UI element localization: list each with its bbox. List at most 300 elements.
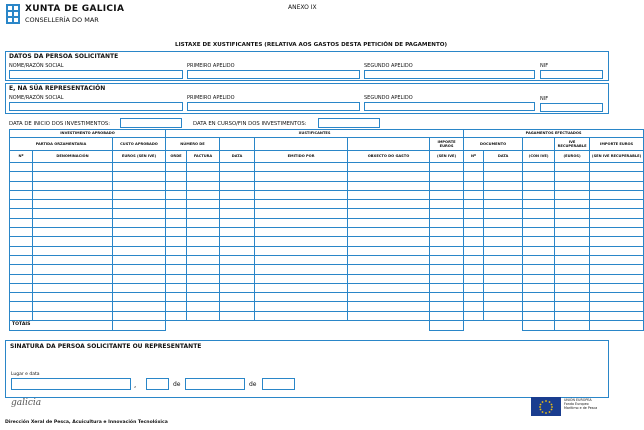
table-cell[interactable] (348, 218, 430, 227)
table-cell[interactable] (523, 228, 555, 237)
table-cell[interactable] (187, 228, 220, 237)
table-cell[interactable] (187, 218, 220, 227)
representative-surname2-field[interactable] (364, 102, 535, 111)
table-cell[interactable] (33, 228, 113, 237)
table-cell[interactable] (33, 209, 113, 218)
table-cell[interactable] (348, 311, 430, 320)
table-cell[interactable] (10, 283, 33, 292)
table-cell[interactable] (555, 228, 590, 237)
table-cell[interactable] (464, 265, 484, 274)
table-cell[interactable] (33, 218, 113, 227)
totals-label: TOTAIS (10, 321, 113, 331)
representative-surname1-label: PRIMEIRO APELIDO (187, 95, 235, 101)
table-cell[interactable] (523, 311, 555, 320)
table-cell[interactable] (220, 209, 255, 218)
table-cell[interactable] (255, 163, 348, 172)
table-cell[interactable] (430, 283, 464, 292)
table-cell[interactable] (430, 200, 464, 209)
table-cell[interactable] (523, 274, 555, 283)
table-cell[interactable] (113, 283, 166, 292)
col-euros: (EUROS) (555, 151, 590, 163)
table-cell[interactable] (590, 255, 644, 264)
table-cell[interactable] (166, 274, 187, 283)
table-cell[interactable] (484, 302, 523, 311)
applicant-surname1-label: PRIMEIRO APELIDO (187, 63, 235, 69)
table-cell[interactable] (464, 311, 484, 320)
de-label-2: de (249, 381, 257, 388)
header-payments: PAGAMENTOS EFECTUADOS (464, 130, 644, 138)
table-cell[interactable] (166, 246, 187, 255)
table-cell[interactable] (348, 200, 430, 209)
table-cell[interactable] (464, 228, 484, 237)
table-cell[interactable] (113, 237, 166, 246)
table-cell[interactable] (484, 237, 523, 246)
table-cell[interactable] (220, 265, 255, 274)
table-cell[interactable] (348, 190, 430, 199)
table-cell[interactable] (220, 255, 255, 264)
table-cell[interactable] (10, 181, 33, 190)
table-cell[interactable] (484, 200, 523, 209)
table-cell[interactable] (113, 163, 166, 172)
table-cell[interactable] (220, 200, 255, 209)
table-cell[interactable] (555, 274, 590, 283)
table-cell[interactable] (33, 311, 113, 320)
table-cell[interactable] (484, 209, 523, 218)
header-iva-recuperable: IVE RECUPERABLE (555, 138, 590, 151)
table-cell[interactable] (590, 228, 644, 237)
total-pay-con-ive-cell[interactable] (523, 321, 555, 331)
table-cell[interactable] (590, 311, 644, 320)
table-cell[interactable] (590, 200, 644, 209)
table-cell[interactable] (10, 265, 33, 274)
end-date-field[interactable] (318, 118, 380, 128)
table-cell[interactable] (523, 218, 555, 227)
table-cell[interactable] (430, 293, 464, 302)
table-cell[interactable] (555, 190, 590, 199)
applicant-surname2-field[interactable] (364, 70, 535, 79)
table-cell[interactable] (166, 172, 187, 181)
table-cell[interactable] (220, 293, 255, 302)
representative-heading: E, NA SÚA REPRESENTACIÓN (9, 85, 106, 92)
table-cell[interactable] (113, 302, 166, 311)
table-row (10, 209, 644, 218)
table-cell[interactable] (166, 265, 187, 274)
applicant-name-field[interactable] (9, 70, 183, 79)
table-cell[interactable] (430, 246, 464, 255)
table-cell[interactable] (10, 274, 33, 283)
table-cell[interactable] (33, 302, 113, 311)
table-cell[interactable] (33, 172, 113, 181)
total-custo-cell[interactable] (113, 321, 166, 331)
table-cell[interactable] (255, 265, 348, 274)
table-cell[interactable] (187, 209, 220, 218)
table-cell[interactable] (166, 228, 187, 237)
table-cell[interactable] (348, 237, 430, 246)
table-cell[interactable] (430, 237, 464, 246)
year-field[interactable] (262, 378, 295, 390)
table-cell[interactable] (348, 293, 430, 302)
table-cell[interactable] (10, 228, 33, 237)
header-importe-euros: IMPORTE EUROS (430, 138, 464, 151)
table-cell[interactable] (220, 172, 255, 181)
applicant-name-label: NOME/RAZÓN SOCIAL (9, 63, 64, 69)
col-factura: FACTURA (187, 151, 220, 163)
table-cell[interactable] (220, 246, 255, 255)
table-cell[interactable] (430, 190, 464, 199)
table-cell[interactable] (430, 311, 464, 320)
table-cell[interactable] (590, 237, 644, 246)
table-cell[interactable] (523, 181, 555, 190)
table-cell[interactable] (10, 172, 33, 181)
table-cell[interactable] (113, 274, 166, 283)
end-date-label: DATA EN CURSO/FIN DOS INVESTIMENTOS: (193, 121, 307, 127)
table-cell[interactable] (464, 255, 484, 264)
table-cell[interactable] (523, 237, 555, 246)
table-cell[interactable] (484, 218, 523, 227)
table-cell[interactable] (348, 274, 430, 283)
table-cell[interactable] (33, 246, 113, 255)
table-cell[interactable] (166, 293, 187, 302)
table-cell[interactable] (220, 274, 255, 283)
table-cell[interactable] (484, 181, 523, 190)
table-cell[interactable] (348, 302, 430, 311)
col-sen-ive-recuperable: (SEN IVE RECUPERABLE) (590, 151, 644, 163)
col-n: Nº (10, 151, 33, 163)
table-cell[interactable] (33, 283, 113, 292)
table-cell[interactable] (255, 172, 348, 181)
col-orde: ORDE (166, 151, 187, 163)
table-cell[interactable] (255, 190, 348, 199)
table-cell[interactable] (166, 302, 187, 311)
table-cell[interactable] (220, 311, 255, 320)
table-cell[interactable] (113, 246, 166, 255)
table-cell[interactable] (555, 163, 590, 172)
table-row (10, 181, 644, 190)
table-cell[interactable] (255, 209, 348, 218)
table-cell[interactable] (590, 172, 644, 181)
table-cell[interactable] (255, 293, 348, 302)
table-cell[interactable] (523, 283, 555, 292)
table-cell[interactable] (220, 163, 255, 172)
table-cell[interactable] (523, 255, 555, 264)
table-cell[interactable] (33, 200, 113, 209)
table-cell[interactable] (255, 200, 348, 209)
table-cell[interactable] (348, 172, 430, 181)
table-cell[interactable] (255, 237, 348, 246)
table-cell[interactable] (430, 255, 464, 264)
table-cell[interactable] (255, 255, 348, 264)
table-cell[interactable] (484, 255, 523, 264)
table-cell[interactable] (430, 302, 464, 311)
total-importe-cell[interactable] (430, 321, 464, 331)
col-euros-sen-ive: EUROS (SEN IVE) (113, 151, 166, 163)
table-cell[interactable] (484, 190, 523, 199)
table-cell[interactable] (523, 302, 555, 311)
place-field[interactable] (11, 378, 131, 390)
applicant-surname2-label: SEGUNDO APELIDO (364, 63, 413, 69)
table-cell[interactable] (33, 265, 113, 274)
header-numero-de: NÚMERO DE (166, 138, 220, 151)
table-cell[interactable] (255, 274, 348, 283)
table-cell[interactable] (464, 302, 484, 311)
table-cell[interactable] (10, 163, 33, 172)
table-cell[interactable] (187, 172, 220, 181)
table-cell[interactable] (166, 255, 187, 264)
table-cell[interactable] (187, 265, 220, 274)
table-cell[interactable] (166, 283, 187, 292)
col-pay-data: DATA (484, 151, 523, 163)
table-cell[interactable] (484, 228, 523, 237)
table-cell[interactable] (484, 172, 523, 181)
table-cell[interactable] (464, 218, 484, 227)
table-cell[interactable] (348, 228, 430, 237)
representative-surname2-label: SEGUNDO APELIDO (364, 95, 413, 101)
table-cell[interactable] (220, 237, 255, 246)
table-cell[interactable] (464, 283, 484, 292)
table-cell[interactable] (187, 237, 220, 246)
table-cell[interactable] (555, 237, 590, 246)
table-cell[interactable] (430, 218, 464, 227)
table-cell[interactable] (484, 274, 523, 283)
table-cell[interactable] (113, 181, 166, 190)
table-cell[interactable] (187, 274, 220, 283)
table-cell[interactable] (33, 255, 113, 264)
table-cell[interactable] (590, 190, 644, 199)
table-cell[interactable] (166, 181, 187, 190)
table-cell[interactable] (555, 302, 590, 311)
table-cell[interactable] (523, 200, 555, 209)
table-cell[interactable] (113, 311, 166, 320)
table-cell[interactable] (10, 293, 33, 302)
table-cell[interactable] (484, 311, 523, 320)
table-cell[interactable] (430, 209, 464, 218)
table-cell[interactable] (348, 246, 430, 255)
table-cell[interactable] (255, 246, 348, 255)
table-cell[interactable] (10, 246, 33, 255)
table-cell[interactable] (484, 265, 523, 274)
table-cell[interactable] (10, 218, 33, 227)
table-cell[interactable] (555, 255, 590, 264)
table-cell[interactable] (220, 302, 255, 311)
table-cell[interactable] (348, 255, 430, 264)
table-cell[interactable] (187, 163, 220, 172)
table-cell[interactable] (464, 172, 484, 181)
table-cell[interactable] (430, 274, 464, 283)
table-cell[interactable] (484, 246, 523, 255)
day-field[interactable] (146, 378, 169, 390)
table-cell[interactable] (464, 237, 484, 246)
table-cell[interactable] (590, 274, 644, 283)
table-cell[interactable] (590, 246, 644, 255)
table-cell[interactable] (555, 293, 590, 302)
table-cell[interactable] (464, 190, 484, 199)
table-cell[interactable] (10, 237, 33, 246)
table-row (10, 218, 644, 227)
table-cell[interactable] (10, 200, 33, 209)
table-cell[interactable] (33, 293, 113, 302)
galicia-logo: galicia (11, 398, 42, 408)
table-row (10, 246, 644, 255)
applicant-nif-field[interactable] (540, 70, 603, 79)
table-cell[interactable] (590, 218, 644, 227)
table-cell[interactable] (555, 265, 590, 274)
table-cell[interactable] (430, 228, 464, 237)
representative-surname1-field[interactable] (187, 102, 360, 111)
table-cell[interactable] (348, 209, 430, 218)
table-cell[interactable] (590, 209, 644, 218)
table-cell[interactable] (523, 190, 555, 199)
table-cell[interactable] (523, 265, 555, 274)
table-cell[interactable] (220, 190, 255, 199)
table-cell[interactable] (555, 172, 590, 181)
table-cell[interactable] (523, 163, 555, 172)
table-cell[interactable] (590, 181, 644, 190)
table-cell[interactable] (348, 283, 430, 292)
table-cell[interactable] (255, 181, 348, 190)
org-subtitle: CONSELLERÍA DO MAR (25, 16, 99, 24)
table-cell[interactable] (33, 274, 113, 283)
table-cell[interactable] (464, 274, 484, 283)
table-cell[interactable] (555, 200, 590, 209)
col-obxecto: OBXECTO DO GASTO (348, 151, 430, 163)
table-cell[interactable] (113, 293, 166, 302)
table-cell[interactable] (590, 283, 644, 292)
table-cell[interactable] (113, 190, 166, 199)
representative-nif-field[interactable] (540, 103, 603, 112)
table-cell[interactable] (113, 209, 166, 218)
table-cell[interactable] (484, 283, 523, 292)
start-date-label: DATA DE INICIO DOS INVESTIMENTOS: (9, 121, 111, 127)
table-cell[interactable] (255, 283, 348, 292)
directorate-footer: Dirección Xeral de Pesca, Acuicultura e Innovación Tecnolóxica (5, 420, 168, 425)
table-row (10, 172, 644, 181)
table-cell[interactable] (187, 200, 220, 209)
table-cell[interactable] (255, 302, 348, 311)
table-cell[interactable] (166, 163, 187, 172)
table-cell[interactable] (555, 218, 590, 227)
table-cell[interactable] (523, 246, 555, 255)
table-cell[interactable] (484, 293, 523, 302)
table-cell[interactable] (464, 293, 484, 302)
table-row (10, 200, 644, 209)
table-cell[interactable] (166, 237, 187, 246)
representative-name-field[interactable] (9, 102, 183, 111)
place-date-label: Lugar e data (11, 372, 40, 377)
table-cell[interactable] (33, 237, 113, 246)
total-sen-ive-rec-cell[interactable] (590, 321, 644, 331)
table-cell[interactable] (10, 209, 33, 218)
table-cell[interactable] (187, 255, 220, 264)
table-cell[interactable] (187, 181, 220, 190)
table-cell[interactable] (33, 181, 113, 190)
table-cell[interactable] (220, 283, 255, 292)
table-cell[interactable] (430, 163, 464, 172)
table-cell[interactable] (166, 311, 187, 320)
col-emitido-por: EMITIDO POR (255, 151, 348, 163)
table-cell[interactable] (255, 311, 348, 320)
table-cell[interactable] (166, 218, 187, 227)
table-cell[interactable] (255, 228, 348, 237)
table-cell[interactable] (187, 293, 220, 302)
table-cell[interactable] (10, 311, 33, 320)
table-cell[interactable] (464, 246, 484, 255)
table-cell[interactable] (484, 163, 523, 172)
table-row (10, 311, 644, 320)
table-cell[interactable] (187, 283, 220, 292)
applicant-nif-label: NIF (540, 63, 549, 69)
applicant-surname1-field[interactable] (187, 70, 360, 79)
total-iva-cell[interactable] (555, 321, 590, 331)
table-cell[interactable] (187, 302, 220, 311)
table-cell[interactable] (113, 228, 166, 237)
table-cell[interactable] (187, 190, 220, 199)
table-cell[interactable] (430, 265, 464, 274)
start-date-field[interactable] (120, 118, 182, 128)
month-field[interactable] (185, 378, 245, 390)
col-data: DATA (220, 151, 255, 163)
table-cell[interactable] (10, 302, 33, 311)
table-cell[interactable] (555, 181, 590, 190)
table-cell[interactable] (33, 163, 113, 172)
xunta-shield-icon (6, 4, 20, 24)
table-cell[interactable] (464, 163, 484, 172)
table-cell[interactable] (555, 283, 590, 292)
table-cell[interactable] (590, 163, 644, 172)
table-cell[interactable] (555, 311, 590, 320)
table-cell[interactable] (464, 200, 484, 209)
table-cell[interactable] (10, 255, 33, 264)
table-cell[interactable] (348, 265, 430, 274)
table-cell[interactable] (113, 200, 166, 209)
table-cell[interactable] (464, 209, 484, 218)
table-cell[interactable] (555, 246, 590, 255)
table-cell[interactable] (113, 255, 166, 264)
table-cell[interactable] (255, 218, 348, 227)
table-cell[interactable] (187, 246, 220, 255)
table-cell[interactable] (220, 228, 255, 237)
table-cell[interactable] (187, 311, 220, 320)
table-row (10, 302, 644, 311)
table-cell[interactable] (348, 181, 430, 190)
col-pay-n: Nº (464, 151, 484, 163)
table-cell[interactable] (348, 163, 430, 172)
table-cell[interactable] (113, 172, 166, 181)
table-cell[interactable] (113, 265, 166, 274)
signature-heading: SINATURA DA PERSOA SOLICITANTE OU REPRESENTANTE (10, 343, 202, 350)
table-cell[interactable] (523, 209, 555, 218)
table-cell[interactable] (220, 181, 255, 190)
table-cell[interactable] (113, 218, 166, 227)
table-cell[interactable] (464, 181, 484, 190)
table-cell[interactable] (590, 293, 644, 302)
table-cell[interactable] (166, 200, 187, 209)
table-cell[interactable] (166, 209, 187, 218)
table-cell[interactable] (220, 218, 255, 227)
table-cell[interactable] (430, 181, 464, 190)
table-cell[interactable] (523, 172, 555, 181)
header-receipts: XUSTIFICANTES (166, 130, 464, 138)
table-cell[interactable] (430, 172, 464, 181)
table-cell[interactable] (555, 209, 590, 218)
table-cell[interactable] (33, 190, 113, 199)
table-cell[interactable] (590, 302, 644, 311)
table-cell[interactable] (590, 265, 644, 274)
table-cell[interactable] (166, 190, 187, 199)
document-title: LISTAXE DE XUSTIFICANTES (RELATIVA AOS GASTOS DESTA PETICIÓN DE PAGAMENTO) (175, 42, 448, 48)
header-custo: CUSTO APROBADO (113, 138, 166, 151)
table-cell[interactable] (523, 293, 555, 302)
table-cell[interactable] (10, 190, 33, 199)
